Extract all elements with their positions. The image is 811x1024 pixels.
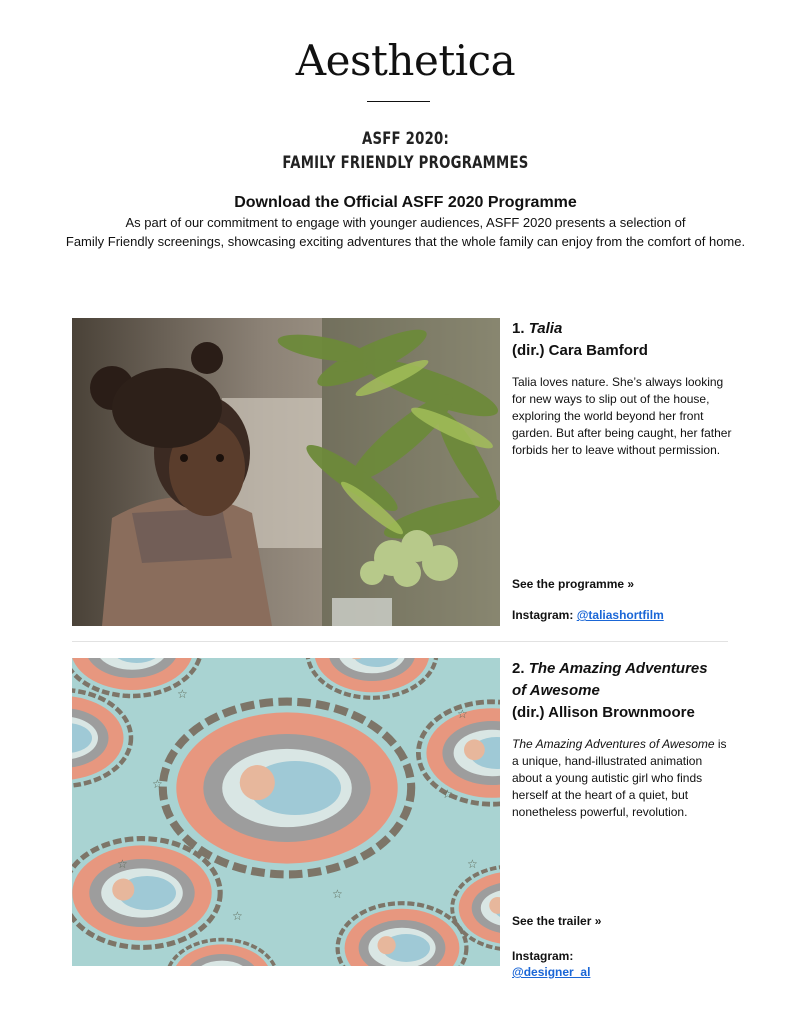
entry-amazing-info xyxy=(512,658,734,821)
programme-heading-line2: FAMILY FRIENDLY PROGRAMMES xyxy=(282,153,529,173)
instagram-line xyxy=(512,607,664,623)
header-divider xyxy=(367,101,430,102)
aesthetica-logo[interactable]: Aesthetica xyxy=(295,36,516,85)
instagram-handle-link[interactable]: @taliashortfilm xyxy=(576,608,664,622)
cta-label: See the trailer xyxy=(512,914,592,928)
chevron-right-icon: » xyxy=(627,577,635,591)
entry-talia-info xyxy=(512,318,734,459)
see-the-programme-link[interactable] xyxy=(512,577,634,591)
star-icon: ☆ xyxy=(442,787,453,801)
star-icon: ☆ xyxy=(457,707,468,721)
intro-text xyxy=(0,213,811,251)
chevron-right-icon: » xyxy=(594,914,602,928)
description-film-title: The Amazing Adventures of Awesome xyxy=(512,737,715,751)
entry-number: 1. xyxy=(512,320,525,337)
entry-director: (dir.) Allison Brownmoore xyxy=(512,704,695,721)
entry-divider xyxy=(72,641,728,642)
star-icon: ☆ xyxy=(152,777,163,791)
star-icon: ☆ xyxy=(177,687,188,701)
entry-director: (dir.) Cara Bamford xyxy=(512,342,648,359)
instagram-handle-link[interactable]: @designer_al xyxy=(512,965,591,979)
entry-title xyxy=(512,318,734,340)
entry-description xyxy=(512,736,734,821)
star-icon: ☆ xyxy=(117,857,128,871)
talia-film-still[interactable] xyxy=(72,318,500,626)
film-title-line2[interactable]: of Awesome xyxy=(512,682,600,699)
intro-line-1: As part of our commitment to engage with younger audiences, ASFF 2020 presents a selection of xyxy=(125,215,686,230)
instagram-label: Instagram: xyxy=(512,949,574,963)
programme-heading xyxy=(89,127,722,175)
entry-number: 2. xyxy=(512,660,525,677)
instagram-line xyxy=(512,948,590,980)
download-programme-link[interactable]: Download the Official ASFF 2020 Programme xyxy=(234,194,577,211)
entry-description: Talia loves nature. She’s always looking for new ways to slip out of the house, exploring the world beyond her front garden. But after being caught, her father forbids her to leave without permission. xyxy=(512,375,732,457)
instagram-label: Instagram: xyxy=(512,608,574,622)
see-the-trailer-link[interactable] xyxy=(512,914,601,928)
intro-line-2: Family Friendly screenings, showcasing exciting adventures that the whole family can enjoy from the comfort of home. xyxy=(65,234,746,249)
film-title-line1[interactable]: The Amazing Adventures xyxy=(528,660,708,677)
star-icon: ☆ xyxy=(232,909,243,923)
programme-heading-line1: ASFF 2020: xyxy=(361,129,450,149)
cta-label: See the programme xyxy=(512,577,625,591)
amazing-adventures-film-still[interactable] xyxy=(72,658,500,966)
star-icon: ☆ xyxy=(467,857,478,871)
star-icon: ☆ xyxy=(332,887,343,901)
entry-title xyxy=(512,658,734,680)
film-title-line2-row xyxy=(512,680,734,702)
description-text: is a unique, hand-illustrated animation about a young autistic girl who finds herself at the heart of a quiet, but nonetheless powerful, revolution. xyxy=(512,737,727,819)
film-title[interactable]: Talia xyxy=(528,320,563,337)
